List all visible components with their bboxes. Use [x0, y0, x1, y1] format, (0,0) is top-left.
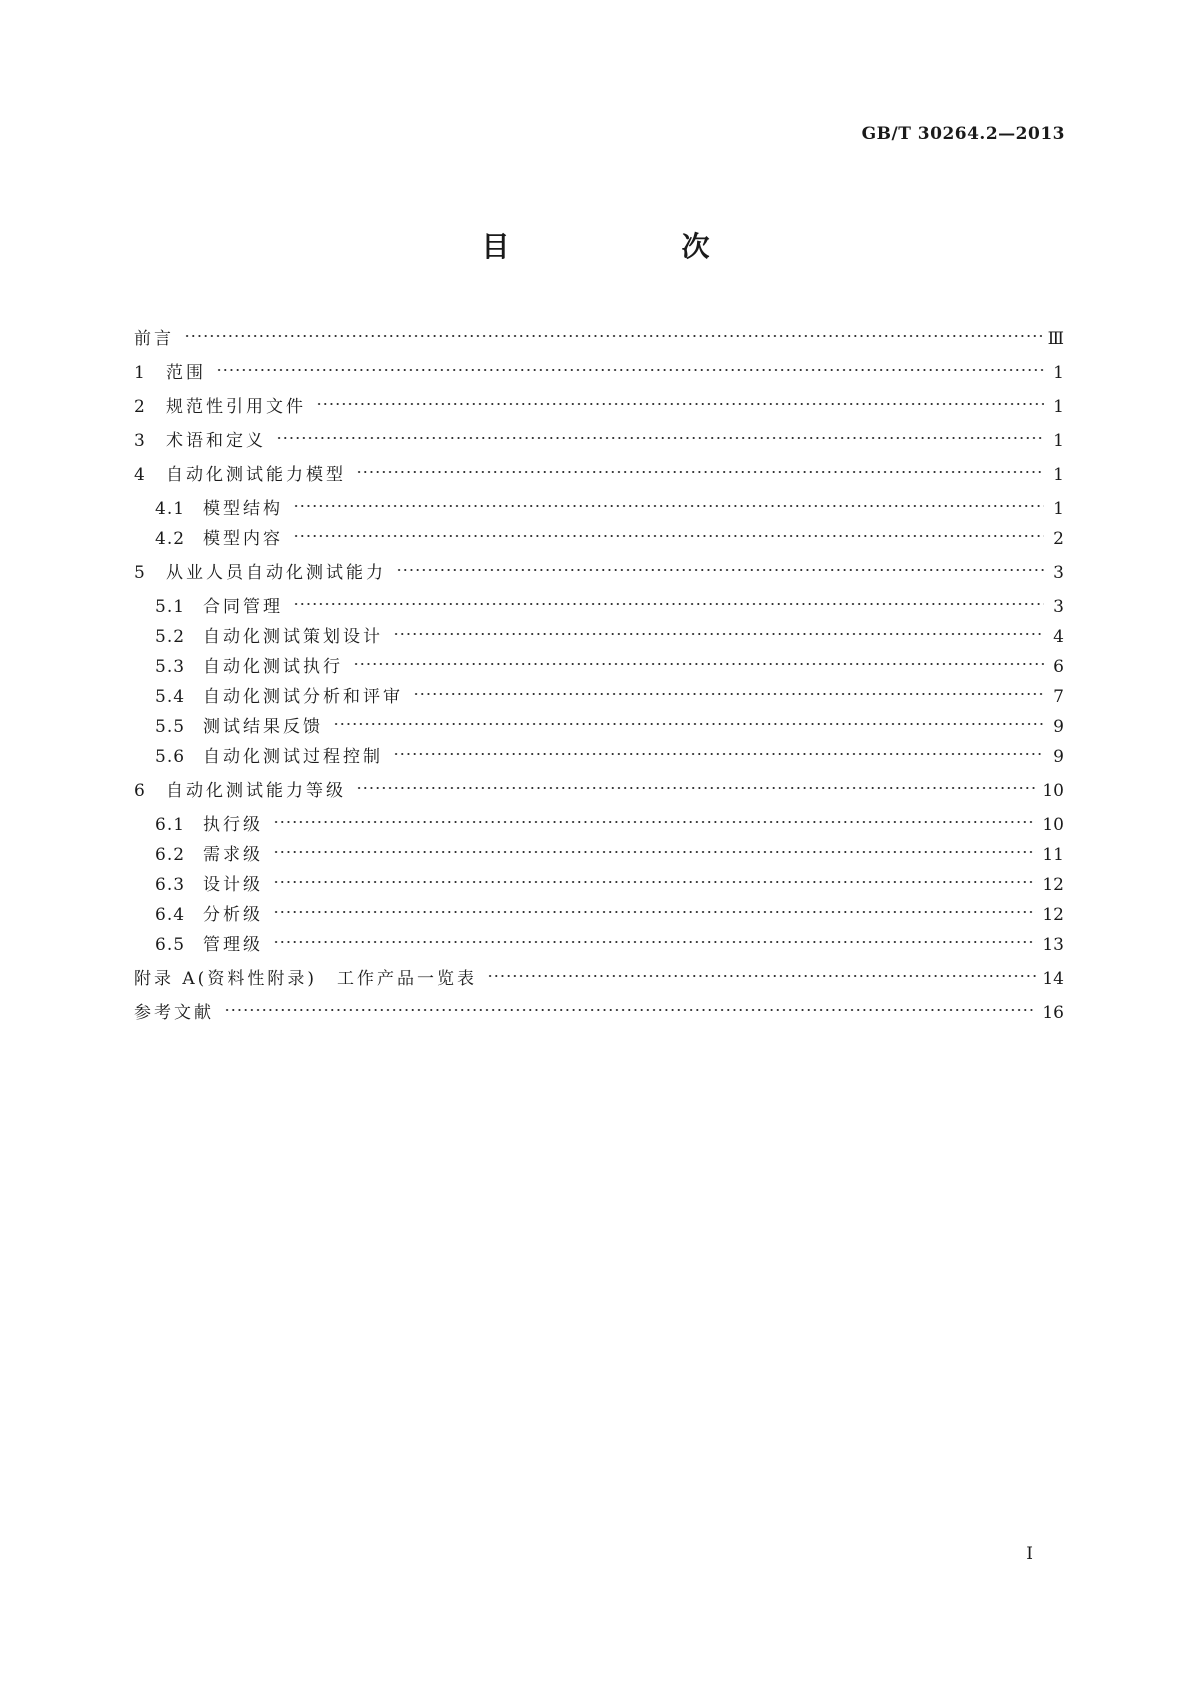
toc-entry-5-6[interactable]	[155, 742, 1064, 766]
toc-entry-label: 模型内容	[203, 529, 283, 549]
dot-leader	[293, 498, 1044, 514]
toc-entry-page: 10	[1042, 781, 1064, 801]
toc-entry-4-1[interactable]	[155, 494, 1064, 518]
toc-entry-number: 6.4	[155, 905, 186, 925]
toc-entry-number: 5.3	[155, 657, 186, 677]
page-number: I	[1026, 1544, 1033, 1564]
toc-entry-label: 设计级	[203, 875, 263, 895]
dot-leader	[276, 430, 1044, 446]
toc-entry-label: 从业人员自动化测试能力	[166, 563, 386, 583]
toc-entry-number: 5	[134, 563, 146, 583]
toc-entry-foreword[interactable]	[134, 324, 1064, 348]
dot-leader	[316, 396, 1044, 412]
toc-entry-page: 1	[1053, 397, 1064, 417]
toc-entry-2[interactable]	[134, 392, 1064, 416]
toc-entry-1[interactable]	[134, 358, 1064, 382]
dot-leader	[293, 528, 1044, 544]
toc-title: 目 次	[481, 230, 782, 263]
dot-leader	[487, 968, 1036, 984]
toc-entry-label: 管理级	[203, 935, 263, 955]
dot-leader	[293, 596, 1044, 612]
toc-entry-page: 4	[1053, 627, 1064, 647]
dot-leader	[396, 562, 1044, 578]
toc-entry-number: 4	[134, 465, 146, 485]
toc-entry-page: 3	[1053, 597, 1064, 617]
toc-entry-label: 自动化测试分析和评审	[203, 687, 403, 707]
toc-entry-5-5[interactable]	[155, 712, 1064, 736]
dot-leader	[393, 626, 1044, 642]
toc-entry-number: 5.1	[155, 597, 186, 617]
toc-entry-page: Ⅲ	[1047, 329, 1064, 349]
toc-entry-number: 4.1	[155, 499, 186, 519]
standard-code: GB/T 30264.2—2013	[861, 124, 1065, 144]
toc-entry-number: 5.4	[155, 687, 186, 707]
toc-entry-bibliography[interactable]	[134, 998, 1064, 1022]
toc-entry-6-3[interactable]	[155, 870, 1064, 894]
toc-entry-number: 6.2	[155, 845, 186, 865]
toc-entry-number: 6.3	[155, 875, 186, 895]
toc-entry-5-3[interactable]	[155, 652, 1064, 676]
toc-entry-4[interactable]	[134, 460, 1064, 484]
toc-entry-number: 5.2	[155, 627, 186, 647]
dot-leader	[353, 656, 1044, 672]
toc-entry-page: 12	[1042, 875, 1064, 895]
toc-entry-label: 附录 A(资料性附录) 工作产品一览表	[134, 969, 477, 989]
toc-entry-label: 模型结构	[203, 499, 283, 519]
toc-entry-page: 1	[1053, 499, 1064, 519]
toc-entry-label: 规范性引用文件	[166, 397, 306, 417]
toc-entry-5-4[interactable]	[155, 682, 1064, 706]
toc-entry-label: 测试结果反馈	[203, 717, 323, 737]
toc-entry-label: 分析级	[203, 905, 263, 925]
dot-leader	[273, 934, 1036, 950]
toc-entry-6-5[interactable]	[155, 930, 1064, 954]
toc-entry-label: 合同管理	[203, 597, 283, 617]
toc-entry-page: 3	[1053, 563, 1064, 583]
toc-entry-6-2[interactable]	[155, 840, 1064, 864]
toc-entry-5[interactable]	[134, 558, 1064, 582]
toc-entry-appendix-a[interactable]	[134, 964, 1064, 988]
toc-entry-page: 11	[1042, 845, 1064, 865]
toc-entry-page: 13	[1042, 935, 1064, 955]
toc-entry-label: 参考文献	[134, 1003, 214, 1023]
toc-entry-6-1[interactable]	[155, 810, 1064, 834]
toc-entry-number: 5.6	[155, 747, 186, 767]
toc-entry-label: 执行级	[203, 815, 263, 835]
toc-entry-number: 5.5	[155, 717, 186, 737]
toc-entry-page: 2	[1053, 529, 1064, 549]
toc-entry-page: 6	[1053, 657, 1064, 677]
toc-entry-page: 12	[1042, 905, 1064, 925]
toc-entry-page: 9	[1053, 747, 1064, 767]
toc-entry-page: 1	[1053, 431, 1064, 451]
toc-entry-label: 术语和定义	[166, 431, 266, 451]
toc-entry-number: 2	[134, 397, 146, 417]
toc-entry-page: 7	[1053, 687, 1064, 707]
toc-entry-4-2[interactable]	[155, 524, 1064, 548]
toc-entry-page: 9	[1053, 717, 1064, 737]
toc-entry-label: 自动化测试能力等级	[166, 781, 346, 801]
toc-entry-3[interactable]	[134, 426, 1064, 450]
toc-entry-label: 自动化测试执行	[203, 657, 343, 677]
toc-entry-page: 10	[1042, 815, 1064, 835]
toc-entry-number: 6.5	[155, 935, 186, 955]
toc-entry-number: 1	[134, 363, 146, 383]
toc-entry-6[interactable]	[134, 776, 1064, 800]
toc-entry-label: 自动化测试策划设计	[203, 627, 383, 647]
toc-entry-page: 1	[1053, 363, 1064, 383]
toc-entry-5-1[interactable]	[155, 592, 1064, 616]
dot-leader	[333, 716, 1044, 732]
toc-entry-number: 4.2	[155, 529, 186, 549]
toc-entry-6-4[interactable]	[155, 900, 1064, 924]
toc-entry-5-2[interactable]	[155, 622, 1064, 646]
dot-leader	[184, 328, 1042, 344]
toc-entry-label: 范围	[166, 363, 206, 383]
dot-leader	[356, 464, 1044, 480]
toc-entry-page: 16	[1042, 1003, 1064, 1023]
dot-leader	[273, 904, 1036, 920]
toc-entry-label: 自动化测试能力模型	[166, 465, 346, 485]
dot-leader	[273, 844, 1036, 860]
dot-leader	[393, 746, 1044, 762]
toc-entry-number: 6	[134, 781, 146, 801]
toc-entry-label: 自动化测试过程控制	[203, 747, 383, 767]
dot-leader	[224, 1002, 1036, 1018]
toc-entry-number: 6.1	[155, 815, 186, 835]
toc-entry-label: 前言	[134, 329, 174, 349]
toc-entry-page: 1	[1053, 465, 1064, 485]
dot-leader	[356, 780, 1036, 796]
toc-entry-number: 3	[134, 431, 146, 451]
dot-leader	[216, 362, 1044, 378]
toc-entry-page: 14	[1042, 969, 1064, 989]
dot-leader	[413, 686, 1044, 702]
toc-entry-label: 需求级	[203, 845, 263, 865]
dot-leader	[273, 814, 1036, 830]
dot-leader	[273, 874, 1036, 890]
